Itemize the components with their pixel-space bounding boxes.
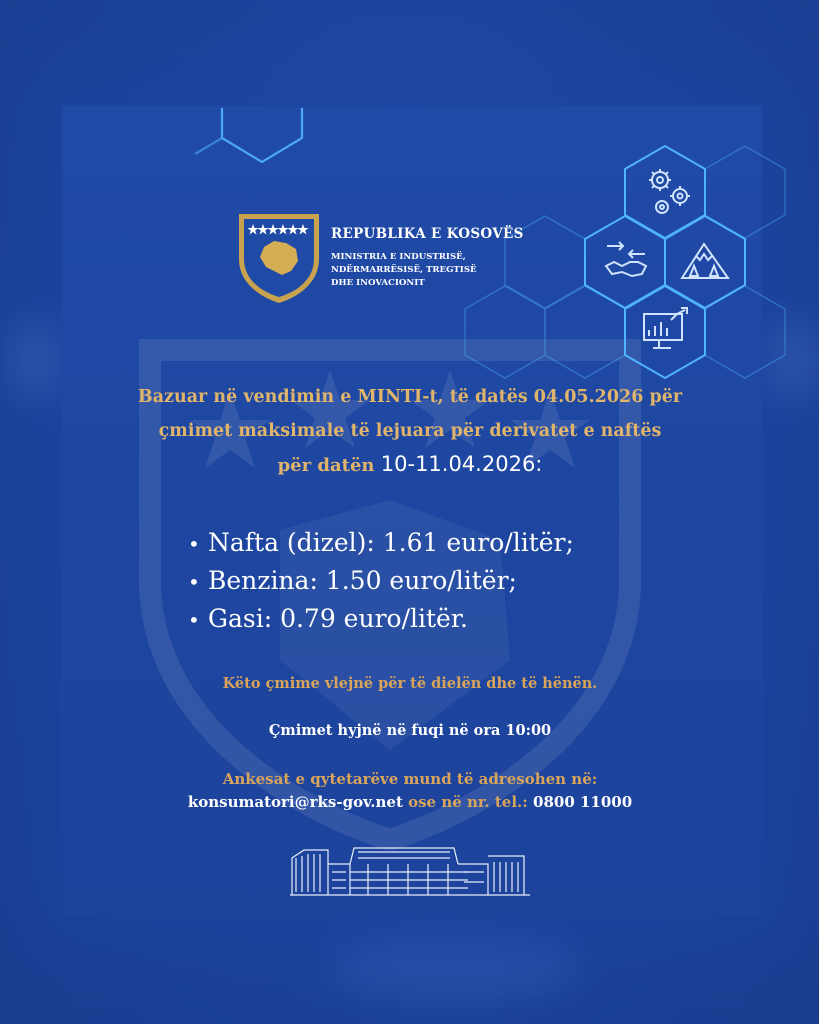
bullet: • xyxy=(188,570,200,594)
contact-middle-text: ose në nr. tel.: xyxy=(402,793,534,811)
price-list xyxy=(188,528,574,642)
mountains-icon xyxy=(680,240,730,282)
bullet: • xyxy=(188,532,200,556)
ministry-line: DHE INOVACIONIT xyxy=(331,278,425,288)
ministry-building-icon xyxy=(288,842,532,897)
intro-line-1: Bazuar në vendimin e MINTI-t, të datës 04.05.2026 për xyxy=(137,387,683,407)
validity-note: Këto çmime vlejnë për të dielën dhe të hënën. xyxy=(222,675,598,692)
republic-title: REPUBLIKA E KOSOVËS xyxy=(331,226,524,242)
handshake-icon xyxy=(603,240,649,280)
price-item-gas xyxy=(188,604,574,642)
contact-phone[interactable]: 0800 11000 xyxy=(533,793,633,811)
effective-time-note: Çmimet hyjnë në fuqi në ora 10:00 xyxy=(268,722,552,739)
ministry-line: NDËRMARRËSISË, TREGTISË xyxy=(331,265,477,275)
intro-line-3 xyxy=(60,452,760,476)
bullet: • xyxy=(188,608,200,632)
bg-blob-bottom xyxy=(330,930,580,1000)
price-text: Gasi: 0.79 euro/litër. xyxy=(208,604,468,633)
contact-line xyxy=(60,793,760,811)
ministry-name xyxy=(331,251,477,290)
kosovo-emblem-icon xyxy=(236,211,322,305)
price-text: Nafta (dizel): 1.61 euro/litër; xyxy=(208,528,574,557)
bg-blob-right xyxy=(760,320,819,400)
ministry-line: MINISTRIA E INDUSTRISË, xyxy=(331,252,466,262)
intro-date-prefix: për datën xyxy=(277,455,375,476)
complaints-heading: Ankesat e qytetarëve mund të adresohen në: xyxy=(222,770,598,788)
gears-icon xyxy=(643,163,693,219)
intro-line-2: çmimet maksimale të lejuara për derivatet e naftës xyxy=(158,421,662,441)
price-item-benzine xyxy=(188,566,574,604)
analytics-screen-icon xyxy=(641,306,691,352)
price-text: Benzina: 1.50 euro/litër; xyxy=(208,566,517,595)
contact-email[interactable]: konsumatori@rks-gov.net xyxy=(187,793,403,811)
price-item-diesel xyxy=(188,528,574,566)
intro-date: 10-11.04.2026: xyxy=(380,452,543,476)
